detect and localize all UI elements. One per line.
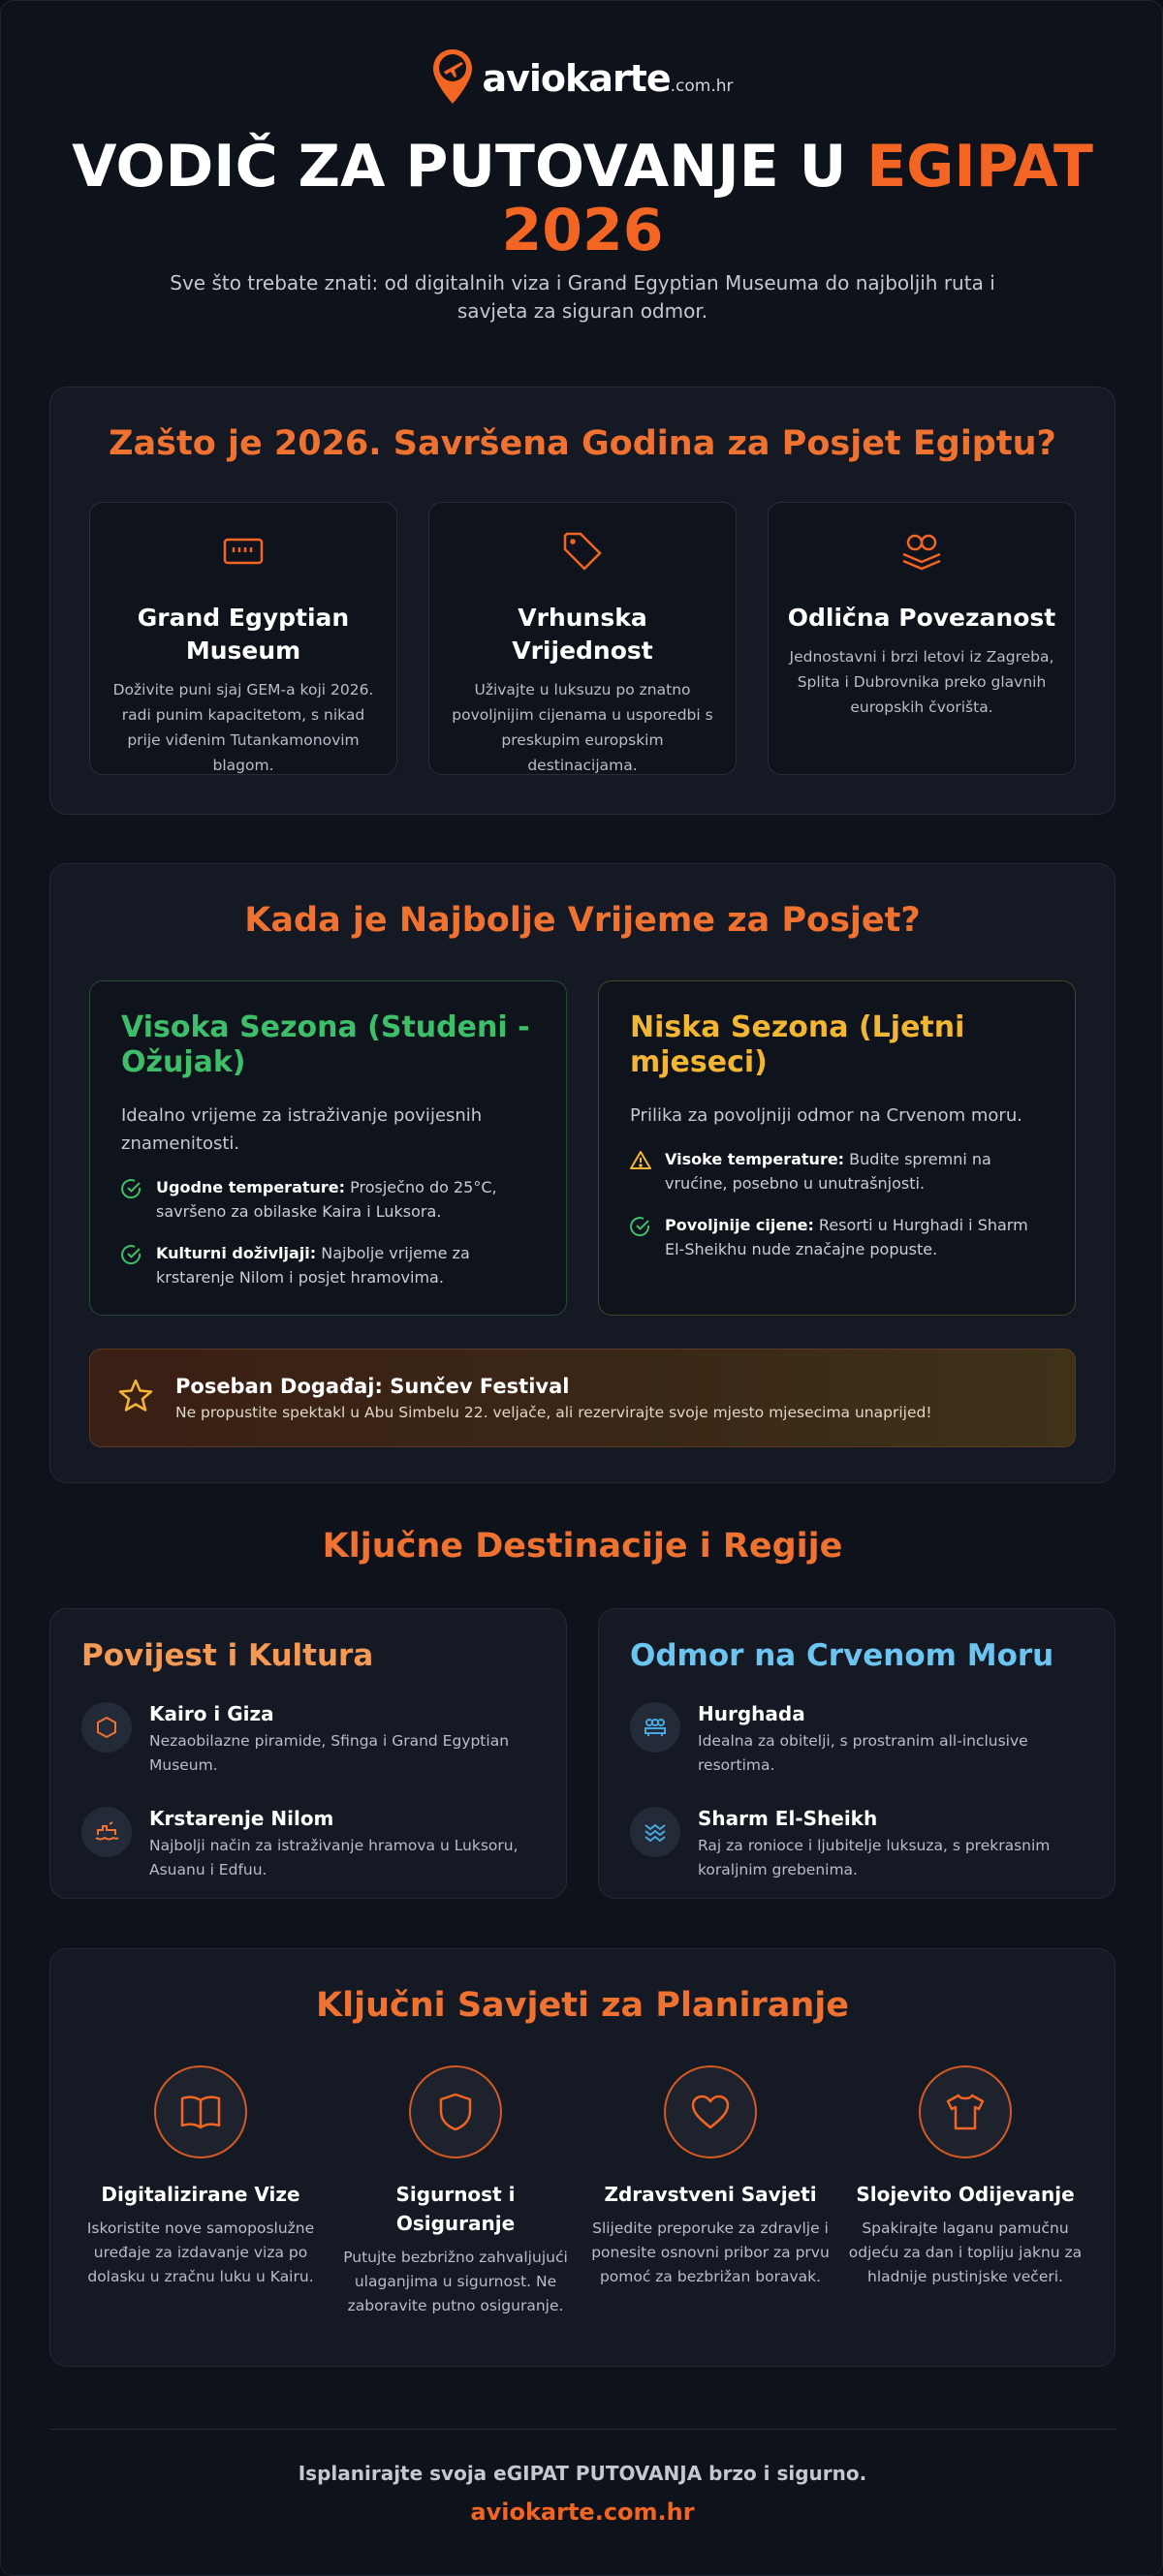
festival-banner	[89, 1349, 1076, 1447]
seasons-section	[49, 863, 1116, 1483]
footer-divider	[49, 2429, 1116, 2430]
card-title: Odlična Povezanost	[787, 604, 1056, 632]
footer-text: Isplanirajte svoja eGIPAT PUTOVANJA brzo i sigurno.	[298, 2462, 867, 2485]
price-tag-icon	[447, 526, 718, 576]
ship-icon	[81, 1807, 132, 1857]
red-sea-card	[598, 1608, 1116, 1899]
destinations-title: Ključne Destinacije i Regije	[322, 1527, 843, 1566]
dest-item-text: Nezaobilazne piramide, Sfinga i Grand Egyptian Museum.	[149, 1732, 510, 1774]
tip-text: Slijedite preporuke za zdravlje i ponesite osnovni pribor za prvu pomoć za bezbrižan boravak.	[591, 2219, 830, 2285]
why-2026-section	[49, 387, 1116, 815]
dest-item-cairo	[81, 1702, 535, 1778]
tip-health	[589, 2065, 832, 2289]
brand-logo[interactable]	[1, 49, 1163, 108]
dest-item-title: Krstarenje Nilom	[149, 1807, 334, 1830]
why-card-connections	[768, 502, 1076, 775]
waves-icon	[630, 1807, 680, 1857]
season-title: Niska Sezona (Ljetni mjeseci)	[630, 1010, 965, 1079]
why-card-museum	[89, 502, 397, 775]
book-icon	[154, 2065, 247, 2158]
plane-pin-icon	[431, 47, 474, 109]
season-bullet: Povoljnije cijene: Resorti u Hurghadi i Sharm El-Sheikhu nude značajne popuste.	[630, 1213, 1044, 1261]
footer-link[interactable]: aviokarte.com.hr	[470, 2498, 695, 2526]
dest-item-text: Idealna za obitelji, s prostranim all-inclusive resortima.	[698, 1732, 1028, 1774]
season-intro: Prilika za povoljniji odmor na Crvenom moru.	[630, 1105, 1022, 1126]
why-card-value	[428, 502, 737, 775]
tip-title: Slojevito Odijevanje	[856, 2183, 1075, 2206]
history-culture-card	[49, 1608, 567, 1899]
check-icon	[630, 1213, 651, 1261]
card-title: Vrhunska Vrijednost	[512, 604, 653, 665]
tip-clothing	[844, 2065, 1086, 2289]
dest-item-hurghada	[630, 1702, 1084, 1778]
warning-icon	[630, 1147, 651, 1195]
check-icon	[121, 1241, 142, 1289]
tip-safety	[334, 2065, 577, 2318]
festival-title: Poseban Događaj: Sunčev Festival	[175, 1375, 570, 1398]
logo-wordmark: aviokarte.com.hr	[482, 57, 734, 100]
shirt-icon	[919, 2065, 1012, 2158]
tip-text: Spakirajte laganu pamučnu odjeću za dan i topliju jaknu za hladnije pustinjske večeri.	[848, 2219, 1083, 2285]
hexagon-icon	[81, 1702, 132, 1753]
dest-item-title: Sharm El-Sheikh	[698, 1807, 878, 1830]
card-text: Jednostavni i brzi letovi iz Zagreba, Splita i Dubrovnika preko glavnih europskih čvorišta.	[789, 648, 1054, 716]
tip-title: Digitalizirane Vize	[101, 2183, 300, 2206]
tip-title: Sigurnost i Osiguranje	[395, 2183, 516, 2235]
family-icon	[630, 1702, 680, 1753]
heart-icon	[664, 2065, 757, 2158]
tip-title: Zdravstveni Savjeti	[604, 2183, 817, 2206]
star-icon	[117, 1378, 154, 1418]
festival-text: Ne propustite spektakl u Abu Simbelu 22. veljače, ali rezervirajte svoje mjesto mjesecima unaprijed!	[175, 1404, 932, 1421]
section-title: Kada je Najbolje Vrijeme za Posjet?	[244, 901, 921, 940]
season-bullet: Kulturni doživljaji: Najbolje vrijeme za krstarenje Nilom i posjet hramovima.	[121, 1241, 535, 1289]
check-icon	[121, 1175, 142, 1224]
low-season-card	[598, 980, 1076, 1316]
page-title: VODIČ ZA PUTOVANJE U EGIPAT 2026	[72, 133, 1093, 264]
page-subtitle: Sve što trebate znati: od digitalnih viza i Grand Egyptian Museuma do najboljih ruta i savjeta za siguran odmor.	[170, 271, 995, 323]
dest-group-title: Povijest i Kultura	[81, 1638, 374, 1673]
season-title: Visoka Sezona (Studeni - Ožujak)	[121, 1010, 530, 1079]
season-intro: Idealno vrijeme za istraživanje povijesnih znamenitosti.	[121, 1105, 483, 1154]
dest-item-title: Hurghada	[698, 1702, 805, 1725]
section-title: Zašto je 2026. Savršena Godina za Posjet Egiptu?	[109, 424, 1056, 463]
tip-text: Iskoristite nove samoposlužne uređaje za izdavanje viza po dolasku u zračnu luku u Kairu.	[86, 2219, 315, 2285]
dest-item-nile	[81, 1807, 535, 1882]
section-title: Ključni Savjeti za Planiranje	[315, 1986, 850, 2025]
tip-text: Putujte bezbrižno zahvaljujući ulaganjima u sigurnost. Ne zaboravite putno osiguranje.	[343, 2249, 568, 2314]
dest-group-title: Odmor na Crvenom Moru	[630, 1638, 1054, 1673]
tip-visas	[79, 2065, 322, 2289]
connections-icon	[786, 526, 1057, 576]
dest-item-text: Najbolji način za istraživanje hramova u Luksoru, Asuanu i Edfuu.	[149, 1837, 519, 1878]
season-bullet: Visoke temperature: Budite spremni na vrućine, posebno u unutrašnjosti.	[630, 1147, 1044, 1195]
shield-icon	[409, 2065, 502, 2158]
high-season-card	[89, 980, 567, 1316]
card-text: Doživite puni sjaj GEM-a koji 2026. radi punim kapacitetom, s nikad prije viđenim Tutankamonovim blagom.	[112, 681, 374, 774]
dest-item-title: Kairo i Giza	[149, 1702, 274, 1725]
card-title: Grand Egyptian Museum	[137, 604, 350, 665]
ticket-icon	[108, 526, 379, 576]
dest-item-text: Raj za ronioce i ljubitelje luksuza, s prekrasnim koraljnim grebenima.	[698, 1837, 1051, 1878]
season-bullet: Ugodne temperature: Prosječno do 25°C, savršeno za obilaske Kaira i Luksora.	[121, 1175, 535, 1224]
planning-tips-section	[49, 1948, 1116, 2367]
card-text: Uživajte u luksuzu po znatno povoljnijim cijenama u usporedbi s preskupim europskim destinacijama.	[452, 681, 713, 774]
dest-item-sharm	[630, 1807, 1084, 1882]
